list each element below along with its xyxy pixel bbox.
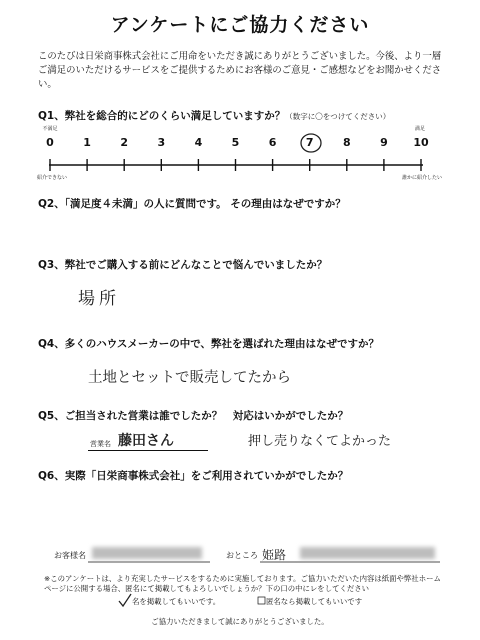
checkbox-anon [258,597,265,604]
thanks-text: ご協力いただきまして誠にありがとうございました。 [151,617,329,626]
q3-question: Q3、弊社でご購入する前にどんなことで悩んでいましたか？ [38,259,328,271]
q3-answer: 場所 [78,289,120,309]
q1-scale-number-0[interactable]: 0 [46,136,54,149]
q5-response: 押し売りなくてよかった [248,434,392,449]
q1-scale-number-5[interactable]: 5 [231,136,240,149]
q6-question: Q6、実際「日栄商事株式会社」をご利用されていかがでしたか？ [38,470,349,482]
q1-left-top-label: 不満足 [42,126,58,132]
q1-scale-number-1[interactable]: 1 [83,136,91,149]
address-value: 姫路 [262,548,287,562]
publish-note: ※このアンケートは、より充実したサービスをするために実施しております。ご協力いただいた内容は紙面や弊社ホームページに公開する場合、匿名にて掲載してもよろしいでしょうか？下の口の中にレをしてください [44,574,441,593]
q1-hint: （数字に〇をつけてください） [285,112,391,121]
q1-scale-number-8[interactable]: 8 [342,136,351,149]
checkmark-icon [119,594,131,606]
q1-selection-circle [301,134,321,152]
q1-scale-number-9[interactable]: 9 [380,136,388,149]
q5-question: Q5、ご担当された営業は誰でしたか？ 対応はいかがでしたか？ [38,410,349,422]
intro-text: このたびは日栄商事株式会社にご用命をいただき誠にありがとうございました。今後、より一層ご満足のいただけるサービスをご提供するためにお客様のご意見・ご感想などをお聞かせください。 [38,51,442,90]
customer-name-label: お客様名 [54,551,86,560]
q1-scale-number-6[interactable]: 6 [268,136,277,149]
q1-right-bottom-label: 誰かに紹介したい [402,175,443,181]
q5-rep-label: 営業名 [90,440,111,448]
q1-left-bottom-label: 紹介できない [36,175,67,181]
address-redacted [300,547,435,559]
q2-question: Q2、「満足度４未満」の人に質問です。 その理由はなぜですか？ [38,198,346,210]
q1-scale-number-3[interactable]: 3 [157,136,166,149]
q5-rep-underline [88,450,208,451]
q1-scale-number-4[interactable]: 4 [194,136,203,149]
q1-scale-number-2[interactable]: 2 [120,136,129,149]
option-ok: 名を掲載してもいいです。 [132,597,221,606]
survey-title: アンケートにご協力ください [110,14,370,36]
address-label: おところ [226,551,258,560]
q4-answer: 土地とセットで販売してたから [88,370,291,386]
q1-scale-number-7[interactable]: 7 [305,136,314,149]
q1-right-top-label: 満足 [414,126,425,132]
q4-question: Q4、多くのハウスメーカーの中で、弊社を選ばれた理由はなぜですか？ [38,338,379,350]
option-anon: 匿名なら掲載してもいいです [266,597,363,606]
q1-scale-number-10[interactable]: 10 [413,136,429,149]
q1-text: Q1、弊社を総合的にどのくらい満足していますか？ [38,110,286,122]
customer-name-redacted [92,547,202,559]
q5-rep-name: 藤田さん [118,433,174,449]
